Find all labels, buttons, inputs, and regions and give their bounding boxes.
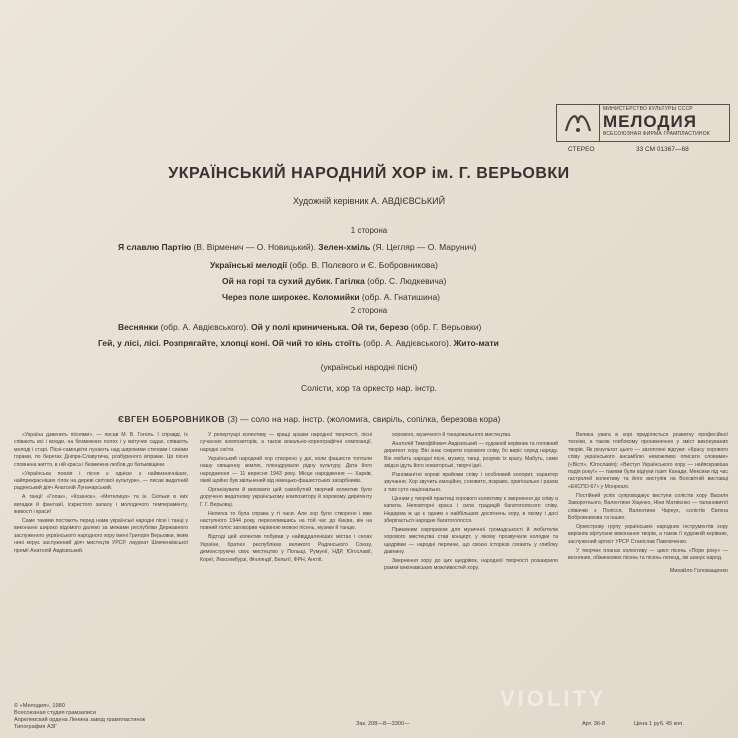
track-title: Українські мелодії [210,260,288,270]
liner-paragraph: У репертуарі колективу — кращі зразки народної творчості, пісні сучасних композиторів, а також вокально-хореографічні композиції, народні сюїти. [200,432,372,453]
logo-name: МЕЛОДИЯ [603,112,697,131]
track-line [222,276,446,286]
liner-paragraph: У творчих планах колективу — цикл пісень «Пори року» — весняних, обжинкових пісень та пісень-легенд, які шанує народ. [568,547,728,561]
liner-paragraph: «Україна дзвенить піснями», — писав М. В. Гоголь. І справді, їх співають всі і всюди, на безмежних полях і у квітучих садах, співають молоді і старі. Пісні-самоцвіти лунають над широкими степами і синіми горами, по берегах Дніпра-Славутича, розбуреного вітрами. Ця пісня сповнена життя, в ній краса і безмежна любов до батьківщини. [14,432,188,468]
track-credit: (обр. А. Авдієвського). [360,338,454,348]
footer-art: Арт. 36-8 [582,721,605,727]
soloist-role: (3) — соло на нар. інстр. (жоломига, свиріль, сопілка, березова кора) [225,414,501,424]
track-line [210,260,438,270]
liner-paragraph: Велика увага в хорі приділяється розвитку професійної техніки, а також глибокому проникненню у зміст виконуваних творів. Як результат цього — захоплені відгуки: «Красу хорового співу українського ансамблю неможливо описати словами» («Вісті», Югославія); «Виступ Українського хору — найяскравіша подія року!» — такими були відгуки газет Канади, Мексики під час гастролей колективу та його виступів на Всесвітній виставці «ЕКСПО-67» у Монреалі. [568,432,728,490]
logo-ministry: МИНИСТЕРСТВО КУЛЬТУРЫ СССР [603,106,693,112]
track-title: Через поле широкеє. Коломийки [222,292,360,302]
artistic-director: Художній керівник А. АВДІЄВСЬКИЙ [292,196,446,206]
track-title: Ой на горі та сухий дубик. Гагілка [222,276,365,286]
liner-paragraph: Звернення хору до цих щедрівок, народної творчості розширило рамки виконавських можливостей хору. [384,558,558,572]
liner-paragraph: Постійний успіх супроводжує виступи солістів хору Василя Заворотнього, Валентини Хіценко, Ніни Матвієнко — талановитої співачки з Полісся, Валентини Чарнух, солістів Євгена Бобровникова та інших. [568,492,728,521]
track-title: Жито-мати [453,338,499,348]
footer-copyright: © «Мелодия», 1980 [14,703,65,709]
liner-notes-column-3 [384,432,558,574]
track-title: Я славлю Партію [118,242,192,252]
catalog-number: 33 СМ 01367—68 [636,146,689,153]
liner-paragraph: «Українська поезія і пісня є однією з найвизначніших, найпрекрасніших гілок на дереві світової культури», — писав видатний радянський діяч Анатолій Луначарський. [14,470,188,492]
track-title: Веснянки [118,322,159,332]
album-title: УКРАЇНСЬКИЙ НАРОДНИЙ ХОР ім. Г. ВЕРЬОВКИ [168,165,570,182]
liner-paragraph: Різноманітні хорові прийоми співу і особливий колорит, характер звучання. Хор звучить емоційно, соковито, яскраво, оригінально і разом з тим суто національно. [384,472,558,493]
liner-notes-column-2 [200,432,372,565]
track-title: Зелен-хміль [318,242,371,252]
footer-studio: Всесоюзная студия грамзаписи [14,710,96,716]
performers: Солісти, хор та оркестр нар. інстр. [301,383,437,393]
footer-plant: Апрелевский ордена Ленина завод грампластинок [14,717,146,723]
track-title: Ой у полі криниченька. Ой ти, березо [250,322,409,332]
melodiya-mark-icon [557,105,600,141]
liner-notes-column-4 [568,432,728,576]
track-credit: (Я. Цегляр — О. Марунич) [370,242,477,252]
stereo-label: СТЕРЕО [568,146,595,153]
liner-paragraph: хорового, музичного й танцювального мистецтва. [392,432,512,438]
songs-note: (українські народні пісні) [320,362,418,372]
track-credit: (обр. Г. Верьовки) [408,322,482,332]
track-title: Гей, у лісі, лісі. Розпрягайте, хлопці коні. Ой чий то кінь стоїть [98,338,361,348]
liner-paragraph: Нелегка то була справа у ті часи. Але хор було створено і вже наступного 1944 року, переселившись на той час до Києва, він на повний голос заговорив чарівною мовою пісень, музики й танцю. [200,510,372,532]
footer-print: Типография АЗГ [14,724,58,730]
footer-publisher [14,703,264,731]
track-credit: (обр. В. Полєвого и Є. Бобровникова) [287,260,438,270]
footer-price: Цена 1 руб. 45 коп. [634,721,684,727]
liner-paragraph: Анатолій Тимофійович Авдієвський — художній керівник та головний диригент хору. Він знає секрети хорового співу, бо виріс серед народу. Він любить народні пісні, музику, танці, розуміє їх красу. Мабуть, саме звідси ідуть його новаторські, творчі ідеї. [384,440,558,470]
track-credit: (обр. А. Гнатишина) [359,292,440,302]
liner-paragraph: Відтоді цей колектив побував у найвіддаленіших містах і селах України, братніх республіках великого Радянського Союзу, демонструючи своє мистецтво у Польщі, Румунії, НДР, Югославії, Кореї, Люксембурзі, Фінляндії, Бельгії, ФРН, Англії. [200,534,372,563]
track-credit: (обр. С. Людкевича) [364,276,447,286]
liner-author: Михайло Головащенко [669,568,728,575]
side-1-header: 1 сторона [350,226,388,235]
liner-paragraph: Оркестрову групу українських народних інструментів хору вирізняє віртуозне виконання творів, а також її художній керівник, заслужений артист УРСР Станіслав Павлюченко. [568,523,728,545]
track-line [98,338,499,348]
track-line [222,292,440,302]
track-line [118,242,477,252]
track-credit: (обр. А. Авдієвського). [158,322,251,332]
liner-paragraph: Організувати й виховати цей самобутній творчий колектив було доручено видатному українському композитору й хоровому диригенту Г. Г. Верьовці. [200,486,372,508]
track-line [118,322,481,332]
soloist-credit [118,414,500,424]
track-credit: (В. Вірменич — О. Новицький). [191,242,319,252]
melodiya-logo [556,104,730,142]
watermark: VIOLITY [500,686,607,711]
liner-notes-column-1 [14,432,188,557]
side-2-header: 2 сторона [350,306,388,315]
liner-paragraph: Цінним у творчій практиці хорового колективу є звернення до співу а капела. Неповторні краса і сила традицій багатоголосого співу. Недарма ж це є одним з найбільших досягнень хору, в якому і досі зберігається народне багатоголосся. [384,495,558,524]
soloist-name: ЄВГЕН БОБРОВНИКОВ [118,414,225,424]
liner-paragraph: Саме такими постають перед нами українські народні пісні і танці у виконанні широко відомого далеко за межами республіки Державного заслуженого українського народного хору імені Григорія Верьовки, яким нині керує заслужений діяч мистецтв УРСР, лауреат Шевченківської премії Анатолій Авдієвський. [14,517,188,554]
footer-order: Зак. 208—8—3300— [356,721,410,727]
liner-paragraph: Український народний хор створено у дні, коли фашисти топтали нашу священну землю, плюндрували рідну культуру. Дата його народження — 11 вересня 1943 року. Місце народження — Харків, який щойно був звільнений від німецько-фашистських загарбників. [200,455,372,484]
liner-paragraph: Приємним сюрпризом для музичної громадськості й любителів хорового мистецтва став концерт, у якому прозвучали колядки та щедрівки — народні перлини, що своєю історією сягають у глибоку давнину. [384,526,558,556]
liner-paragraph: А танці! «Гопак», «Козачок», «Метелиця» та ін. Скільки в них вигадки й фантазії, іскристого запалу і молодечого темпераменту, живості і краси! [14,494,188,516]
logo-firm: ВСЕСОЮЗНАЯ ФИРМА ГРАМПЛАСТИНОК [603,131,710,137]
